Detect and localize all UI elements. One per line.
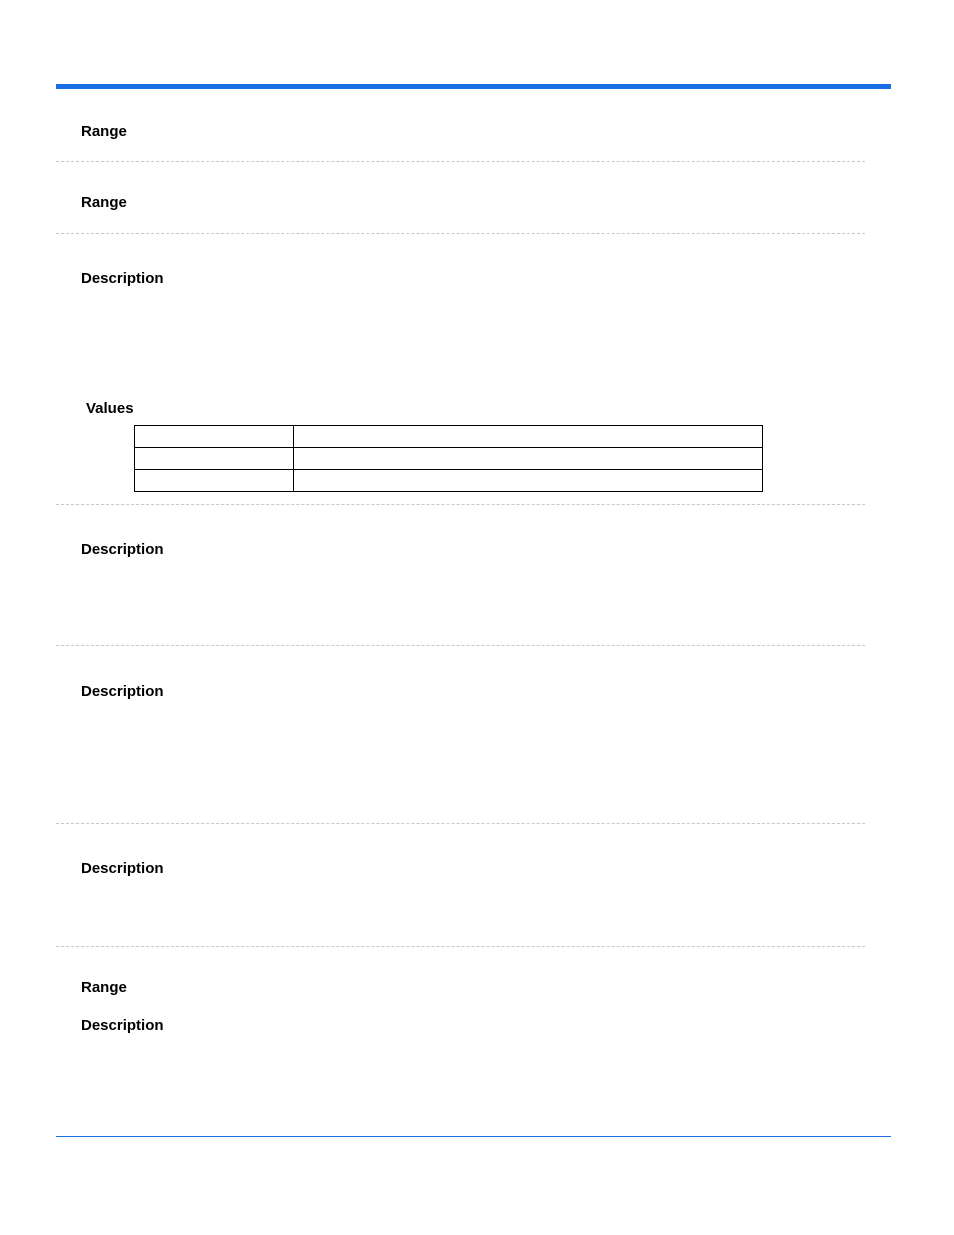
range-label: Range [81,979,127,996]
section-divider [56,233,865,234]
table-cell [294,426,763,448]
table-row [135,470,763,492]
table-cell [294,448,763,470]
table-cell [135,448,294,470]
description-label: Description [81,860,164,877]
description-label: Description [81,270,164,287]
footer-rule [56,1136,891,1137]
section-divider [56,946,865,947]
section-divider [56,645,865,646]
values-label: Values [86,400,134,417]
section-divider [56,823,865,824]
table-cell [135,470,294,492]
table-cell [135,426,294,448]
table-cell [294,470,763,492]
table-row [135,448,763,470]
description-label: Description [81,1017,164,1034]
range-label: Range [81,194,127,211]
description-label: Description [81,541,164,558]
range-label: Range [81,123,127,140]
section-divider [56,161,865,162]
section-divider [56,504,865,505]
values-table [134,425,763,492]
description-label: Description [81,683,164,700]
header-accent-bar [56,84,891,89]
table-row [135,426,763,448]
